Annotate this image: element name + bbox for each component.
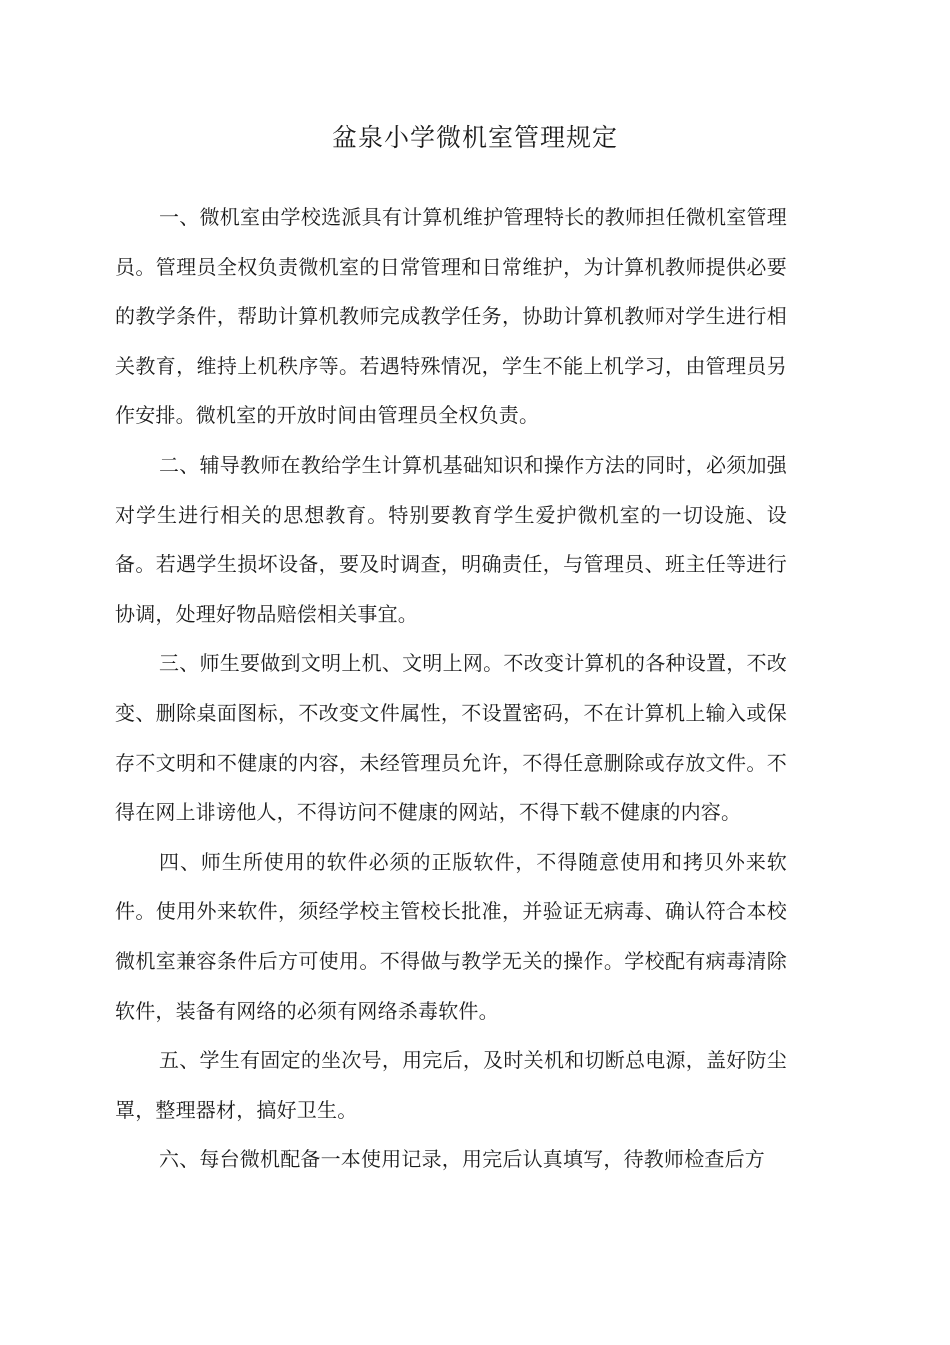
paragraph-5: 五、学生有固定的坐次号，用完后，及时关机和切断总电源，盖好防尘罩，整理器材，搞好卫生。	[115, 1048, 787, 1122]
document-title: 盆泉小学微机室管理规定	[331, 123, 618, 152]
paragraph-1: 一、微机室由学校选派具有计算机维护管理特长的教师担任微机室管理员。管理员全权负责微机室的日常管理和日常维护，为计算机教师提供必要的教学条件，帮助计算机教师完成教学任务，协助计算机教师对学生进行相关教育，维持上机秩序等。若遇特殊情况，学生不能上机学习，由管理员另作安排。微机室的开放时间由管理员全权负责。	[115, 205, 787, 428]
paragraph-3: 三、师生要做到文明上机、文明上网。不改变计算机的各种设置，不改变、删除桌面图标，不改变文件属性，不设置密码，不在计算机上输入或保存不文明和不健康的内容，未经管理员允许，不得任意删除或存放文件。不得在网上诽谤他人，不得访问不健康的网站，不得下载不健康的内容。	[115, 651, 787, 825]
paragraph-6: 六、每台微机配备一本使用记录，用完后认真填写，待教师检查后方	[159, 1147, 765, 1172]
paragraph-2: 二、辅导教师在教给学生计算机基础知识和操作方法的同时，必须加强对学生进行相关的思想教育。特别要教育学生爱护微机室的一切设施、设备。若遇学生损坏设备，要及时调查，明确责任，与管理员、班主任等进行协调，处理好物品赔偿相关事宜。	[115, 452, 787, 626]
paragraph-4: 四、师生所使用的软件必须的正版软件，不得随意使用和拷贝外来软件。使用外来软件，须经学校主管校长批准，并验证无病毒、确认符合本校微机室兼容条件后方可使用。不得做与教学无关的操作。学校配有病毒清除软件，装备有网络的必须有网络杀毒软件。	[115, 849, 787, 1023]
document-body	[115, 193, 787, 1185]
